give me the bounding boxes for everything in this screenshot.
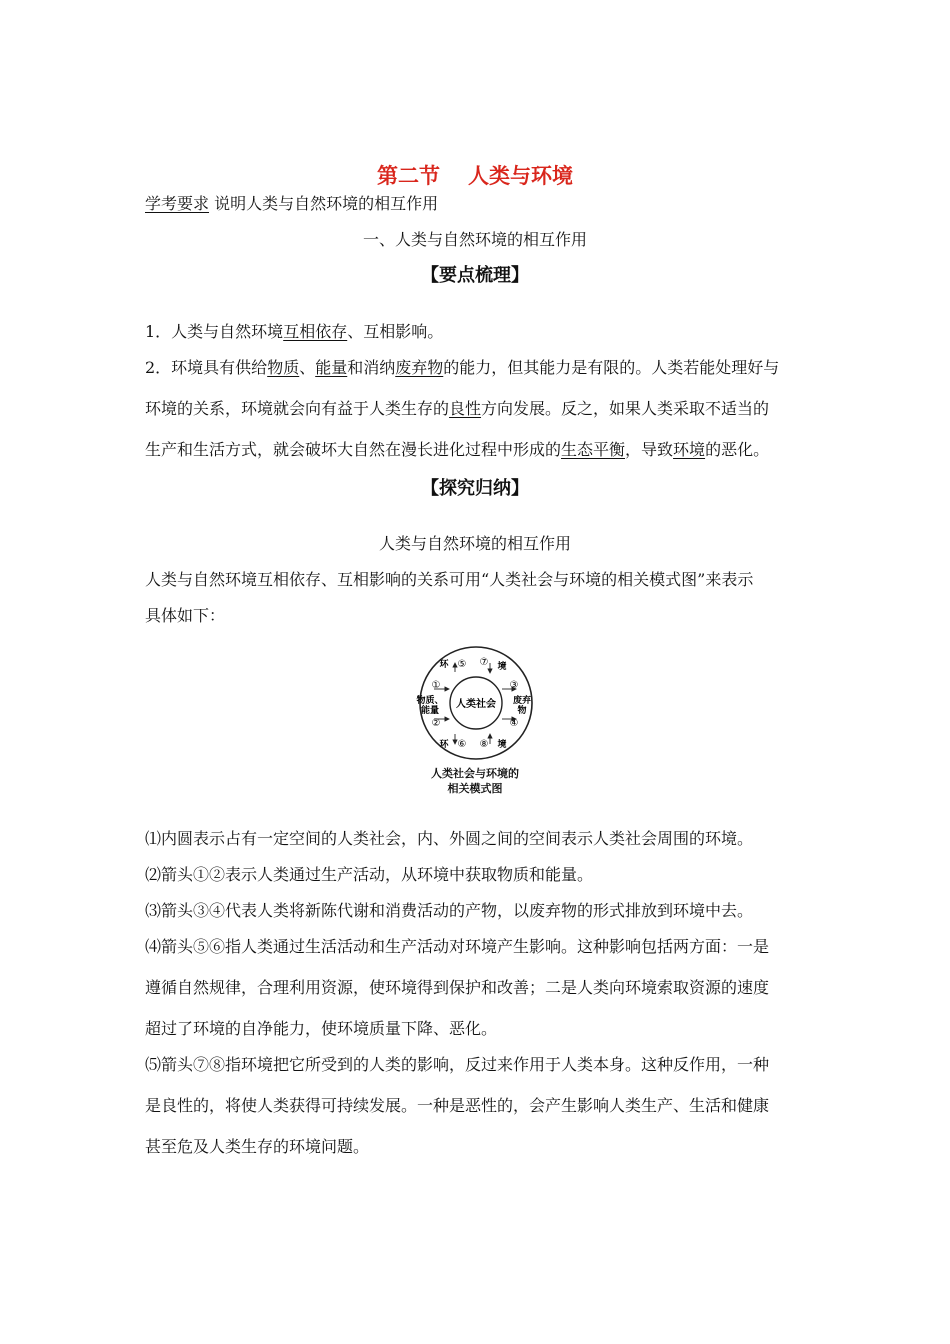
number-5: ⑤ [457,659,467,670]
number-3: ③ [509,680,519,691]
right-label: 废弃 [512,696,532,706]
text-segment: 1．人类与自然环境 [145,322,284,341]
ring-label: 境 [497,740,507,750]
item-4-line-3: 超过了环境的自净能力，使环境质量下降、恶化。 [145,1019,498,1038]
text-segment: 的恶化。 [705,440,770,459]
explore-intro-line-1: 人类与自然环境互相依存、互相影响的关系可用“人类社会与环境的相关模式图”来表示 [145,570,754,589]
item-5-line-2: 是良性的，将使人类获得可持续发展。一种是恶性的，会产生影响人类生产、生活和健康 [145,1096,770,1115]
item-1: ⑴内圆表示占有一定空间的人类社会，内、外圆之间的空间表示人类社会周围的环境。 [145,829,754,848]
answer-underline: 环境 [673,440,706,459]
answer-underline: 能量 [315,358,348,377]
requirement-text: 说明人类与自然环境的相互作用 [214,194,439,213]
title-section-number: 第二节 [377,164,440,188]
item-3: ⑶箭头③④代表人类将新陈代谢和消费活动的产物，以废弃物的形式排放到环境中去。 [145,901,754,920]
explore-subheading: 人类与自然环境的相互作用 [378,534,571,553]
text-segment: 、 [299,358,316,377]
requirement-label: 学考要求 [145,194,210,213]
explore-intro-line-2: 具体如下： [145,606,226,625]
center-label: 人类社会 [456,699,496,710]
number-1: ① [431,680,441,691]
text-segment: 的能力，但其能力是有限的。人类若能处理好与 [443,358,780,377]
text-segment: ，导致 [625,440,674,459]
right-label: 物 [517,706,527,716]
key-points-heading: 【要点梳理】 [421,265,529,286]
answer-underline: 物质 [267,358,300,377]
diagram-caption-2: 相关模式图 [447,782,503,795]
page-title [0,160,950,190]
answer-underline: 互相依存 [283,322,348,341]
item-2: ⑵箭头①②表示人类通过生产活动，从环境中获取物质和能量。 [145,865,594,884]
diagram-svg [412,645,540,763]
text-segment: 2．环境具有供给 [145,358,268,377]
text-segment: 、互相影响。 [347,322,444,341]
ring-label: 环 [439,740,449,750]
number-2: ② [431,718,441,729]
key-point-2-line-3 [145,439,815,461]
section-heading: 一、人类与自然环境的相互作用 [362,230,587,249]
answer-underline: 废弃物 [395,358,444,377]
requirement-line [145,193,815,215]
diagram-caption-1: 人类社会与环境的 [431,767,519,780]
number-8: ⑧ [479,739,489,750]
text-segment: 方向发展。反之，如果人类采取不适当的 [481,399,770,418]
ring-label: 环 [439,660,449,670]
explore-heading: 【探究归纳】 [421,478,529,499]
title-text: 人类与环境 [468,164,573,188]
text-segment: 环境的关系，环境就会向有益于人类生存的 [145,399,450,418]
item-5-line-3: 甚至危及人类生存的环境问题。 [145,1137,370,1156]
number-4: ④ [509,718,519,729]
item-5-line-1: ⑸箭头⑦⑧指环境把它所受到的人类的影响，反过来作用于人类本身。这种反作用，一种 [145,1055,770,1074]
key-point-1 [145,321,815,343]
text-segment: 生产和生活方式，就会破坏大自然在漫长进化过程中形成的 [145,440,562,459]
item-4-line-2: 遵循自然规律，合理利用资源，使环境得到保护和改善；二是人类向环境索取资源的速度 [145,978,770,997]
ring-label: 境 [497,662,507,672]
key-point-2-line-2 [145,398,815,420]
answer-underline: 生态平衡 [561,440,626,459]
key-point-2-line-1 [145,357,815,379]
left-label: 能量 [420,706,440,716]
text-segment: 和消纳 [347,358,396,377]
number-6: ⑥ [457,739,467,750]
human-environment-diagram [412,645,540,763]
number-7: ⑦ [479,657,489,668]
answer-underline: 良性 [449,399,482,418]
left-label: 物质、 [416,696,444,706]
item-4-line-1: ⑷箭头⑤⑥指人类通过生活活动和生产活动对环境产生影响。这种影响包括两方面：一是 [145,937,770,956]
